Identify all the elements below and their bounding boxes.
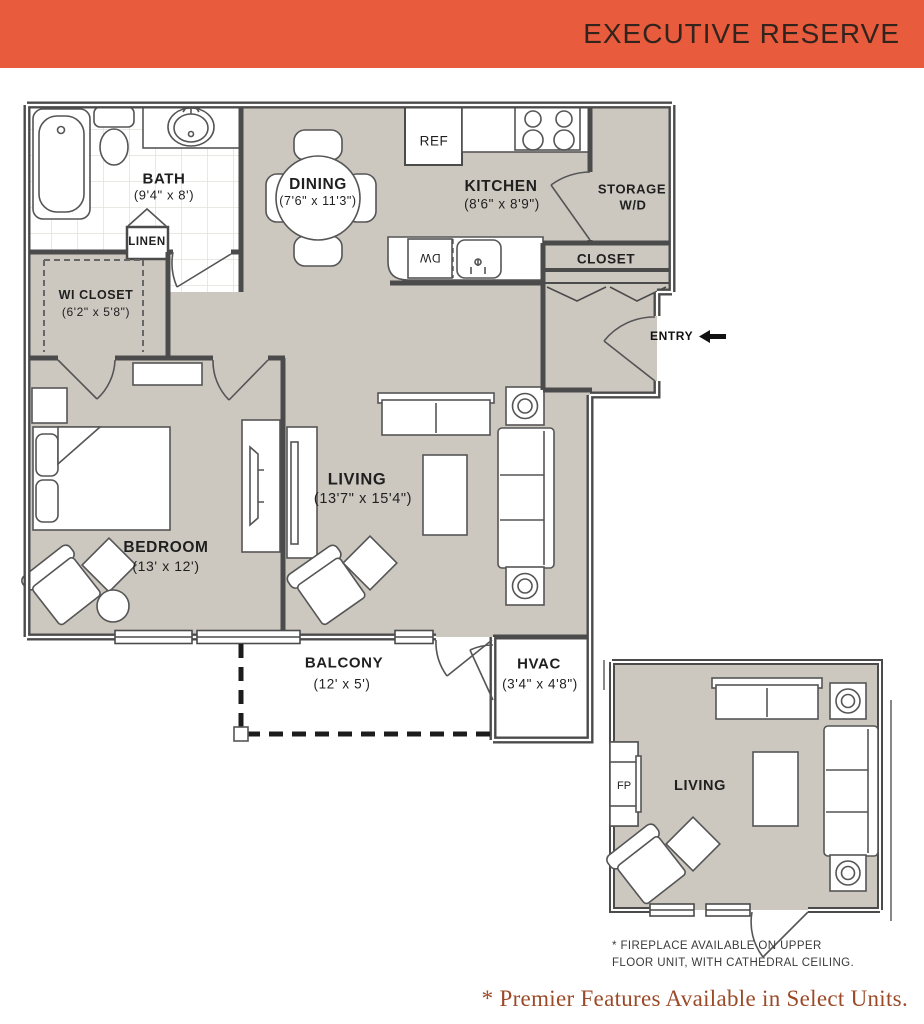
inset-end-table-bottom [830, 855, 866, 891]
linen-label: LINEN [128, 236, 166, 248]
hvac-dims: (3'4" x 4'8") [502, 676, 578, 692]
bed-icon [33, 427, 170, 530]
dining-dims: (7'6" x 11'3") [279, 194, 357, 208]
bathtub-icon [33, 109, 90, 219]
bedroom-dims: (13' x 12') [132, 558, 200, 574]
fireplace-footnote-line2: FLOOR UNIT, WITH CATHEDRAL CEILING. [612, 957, 855, 969]
wi-closet-dims: (6'2" x 5'8") [61, 305, 131, 319]
living-label: LIVING [327, 470, 387, 489]
hvac-label: HVAC [517, 655, 561, 673]
inset-sofa [824, 726, 878, 856]
entry-label: ENTRY [650, 329, 694, 343]
bedroom-dresser-tv [242, 420, 280, 552]
living-dims: (13'7" x 15'4") [313, 491, 413, 507]
inset-living-label: LIVING [674, 778, 726, 794]
kitchen-counter-bottom [388, 237, 543, 280]
storage-wd-label: W/D [619, 197, 647, 213]
inset-loveseat [712, 678, 822, 719]
fireplace-label: FP [616, 780, 632, 792]
entry-callout [650, 329, 726, 343]
kitchen-label: KITCHEN [464, 178, 538, 195]
bath-label: BATH [142, 170, 186, 188]
kitchen-sink-icon [457, 240, 501, 278]
living-coffee-table [423, 455, 467, 535]
vanity-sink-icon [143, 103, 241, 148]
dining-label: DINING [289, 176, 347, 193]
wi-closet-label: WI CLOSET [58, 288, 134, 302]
refrigerator-label: REF [419, 133, 449, 149]
premier-note: * Premier Features Available in Select Units. [481, 986, 908, 1011]
nightstand [32, 388, 67, 423]
fireplace-footnote-line1: * FIREPLACE AVAILABLE ON UPPER [612, 940, 822, 952]
fireplace-footnote [612, 938, 854, 972]
kitchen-counter-top [462, 105, 590, 152]
inset-coffee-table [753, 752, 798, 826]
hall-shelf [133, 363, 202, 385]
bath-dims: (9'4" x 8') [133, 187, 195, 203]
dishwasher-label: DW [419, 251, 441, 265]
balcony-label: BALCONY [304, 654, 384, 672]
kitchen-dims: (8'6" x 8'9") [464, 196, 540, 212]
storage-label: STORAGE [597, 181, 667, 197]
bedroom-label: BEDROOM [123, 539, 209, 556]
living-loveseat [378, 393, 494, 435]
inset-end-table-top [830, 683, 866, 719]
bedroom-side-table [97, 590, 129, 622]
closet-label: CLOSET [576, 251, 636, 267]
living-sofa [498, 428, 554, 568]
living-end-table-top [506, 387, 544, 425]
page-title: EXECUTIVE RESERVE [583, 18, 900, 49]
entry-arrow-icon [699, 330, 726, 343]
living-end-table-bottom [506, 567, 544, 605]
living-media-console [287, 427, 317, 558]
balcony-dims: (12' x 5') [313, 676, 371, 692]
